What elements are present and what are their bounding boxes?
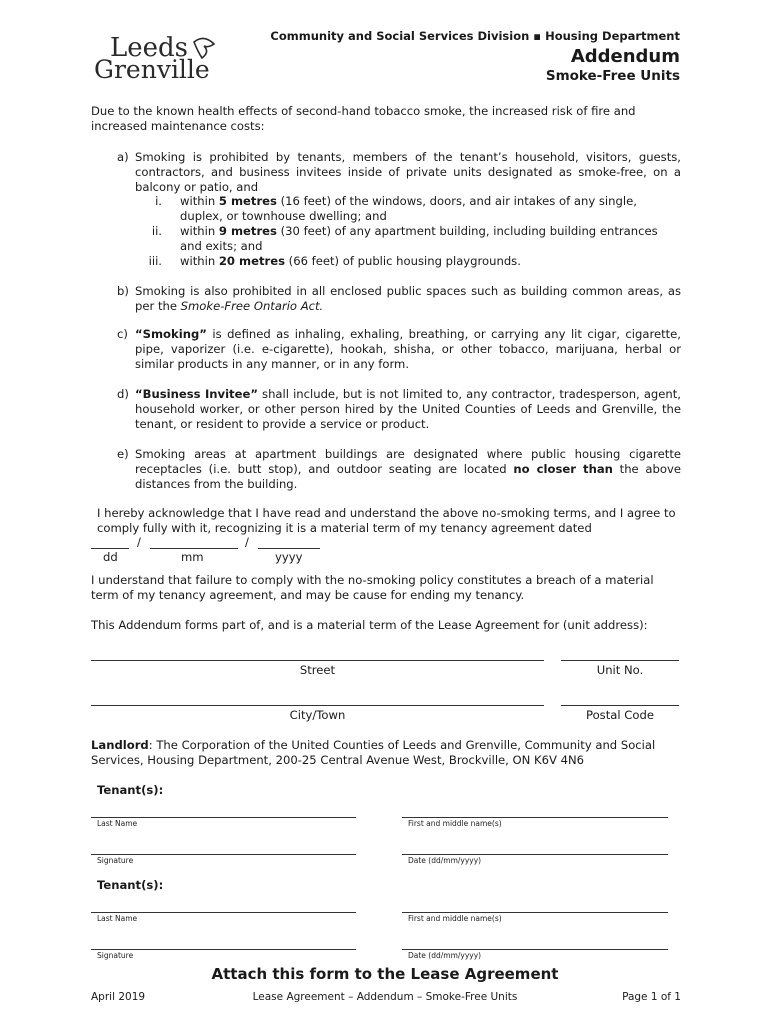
city-label: City/Town: [289, 708, 346, 722]
item-d-marker: d): [117, 387, 129, 401]
logo-text-leeds: Leeds: [110, 33, 189, 63]
tenant-1-first-name-line[interactable]: [402, 817, 668, 818]
division-heading: Community and Social Services Division ▪ Housing Department: [270, 29, 680, 43]
date-month-line[interactable]: [150, 548, 238, 549]
tenant-2-first-name-line[interactable]: [402, 912, 668, 913]
item-c-text: “Smoking” is defined as inhaling, exhaling, breathing, or carrying any lit cigar, cigarette, pipe, vaporizer (i.e. e-cigarette), hookah, shisha, or other tobacco, marijuana, herbal or similar products in any manner, or in any form.: [135, 327, 681, 371]
footer-page-number: Page 1 of 1: [622, 991, 681, 1003]
item-b-text: Smoking is also prohibited in all enclosed public spaces such as building common areas, as per the Smoke-Free Ontario Act.: [135, 284, 681, 313]
item-a-marker: a): [117, 150, 129, 164]
tenant-2-date-label: Date (dd/mm/yyyy): [408, 951, 482, 960]
acknowledgement-paragraph: I hereby acknowledge that I have read and understand the above no-smoking terms, and I agree to comply fully with it, recognizing it is a material term of my tenancy agreement dated: [97, 506, 676, 535]
city-line[interactable]: [91, 705, 544, 706]
addendum-part-paragraph: This Addendum forms part of, and is a material term of the Lease Agreement for (unit address):: [91, 618, 648, 632]
tenant-1-date-label: Date (dd/mm/yyyy): [408, 856, 482, 865]
item-e-marker: e): [117, 447, 129, 461]
tenant-2-last-name-label: Last Name: [97, 914, 138, 923]
date-sep-1: /: [137, 535, 141, 549]
item-c-marker: c): [117, 327, 128, 341]
tenant-1-last-name-label: Last Name: [97, 819, 138, 828]
leeds-grenville-logo: [94, 32, 234, 84]
tenant-heading-1: Tenant(s):: [97, 783, 164, 797]
sub-iii-text: within 20 metres (66 feet) of public housing playgrounds.: [180, 254, 521, 268]
unit-label: Unit No.: [596, 663, 644, 677]
item-b-marker: b): [117, 284, 129, 298]
attach-notice: Attach this form to the Lease Agreement: [211, 965, 559, 983]
tenant-1-date-line[interactable]: [402, 854, 668, 855]
intro-paragraph: Due to the known health effects of second-hand tobacco smoke, the increased risk of fire and increased maintenance costs:: [91, 104, 636, 133]
date-dd-label: dd: [103, 550, 118, 564]
tenant-heading-2: Tenant(s):: [97, 878, 164, 892]
postal-line[interactable]: [561, 705, 679, 706]
tenant-1-first-name-label: First and middle name(s): [408, 819, 502, 828]
sub-i-marker: i.: [155, 194, 162, 208]
item-d-text: “Business Invitee” shall include, but is not limited to, any contractor, tradesperson, agent, household worker, or other person hired by the United Counties of Leeds and Grenville, the tenant, or resident to provide a service or product.: [135, 387, 681, 431]
sub-iii-marker: iii.: [148, 254, 162, 268]
footer-date: April 2019: [91, 991, 146, 1003]
street-label: Street: [299, 663, 336, 677]
date-mm-label: mm: [181, 550, 204, 564]
date-year-line[interactable]: [258, 548, 320, 549]
item-a-text: Smoking is prohibited by tenants, members of the tenant’s household, visitors, guests, contractors, and business invitees inside of private units designated as smoke-free, on a balcony or patio, and: [135, 150, 681, 194]
tenant-1-last-name-line[interactable]: [91, 817, 356, 818]
tenant-2-first-name-label: First and middle name(s): [408, 914, 502, 923]
page-title: Addendum: [570, 46, 680, 67]
sub-ii-text: within 9 metres (30 feet) of any apartment building, including building entrances and exits; and: [180, 224, 658, 253]
footer-title: Lease Agreement – Addendum – Smoke-Free Units: [252, 991, 518, 1003]
tenant-2-signature-label: Signature: [97, 951, 134, 960]
tenant-1-signature-line[interactable]: [91, 854, 356, 855]
tenant-2-last-name-line[interactable]: [91, 912, 356, 913]
tenant-1-signature-label: Signature: [97, 856, 134, 865]
page-subtitle: Smoke-Free Units: [545, 68, 680, 84]
date-day-line[interactable]: [91, 548, 129, 549]
landlord-paragraph: Landlord: The Corporation of the United Counties of Leeds and Grenville, Community and Social Services, Housing Department, 200-25 Central Avenue West, Brockville, ON K6V 4N6: [91, 738, 656, 767]
street-line[interactable]: [91, 660, 544, 661]
date-sep-2: /: [245, 535, 249, 549]
date-yyyy-label: yyyy: [275, 550, 303, 564]
breach-paragraph: I understand that failure to comply with the no-smoking policy constitutes a breach of a material term of my tenancy agreement, and may be cause for ending my tenancy.: [91, 573, 654, 602]
logo-text-grenville: Grenville: [94, 55, 210, 84]
postal-label: Postal Code: [586, 708, 654, 722]
unit-line[interactable]: [561, 660, 679, 661]
sub-i-text: within 5 metres (16 feet) of the windows, doors, and air intakes of any single, duplex, or townhouse dwelling; and: [180, 194, 637, 223]
tenant-2-signature-line[interactable]: [91, 949, 356, 950]
item-e-text: Smoking areas at apartment buildings are designated where public housing cigarette receptacles (i.e. butt stop), and outdoor seating are located no closer than the above distances from the building.: [135, 447, 681, 491]
tenant-2-date-line[interactable]: [402, 949, 668, 950]
sub-ii-marker: ii.: [151, 224, 162, 238]
